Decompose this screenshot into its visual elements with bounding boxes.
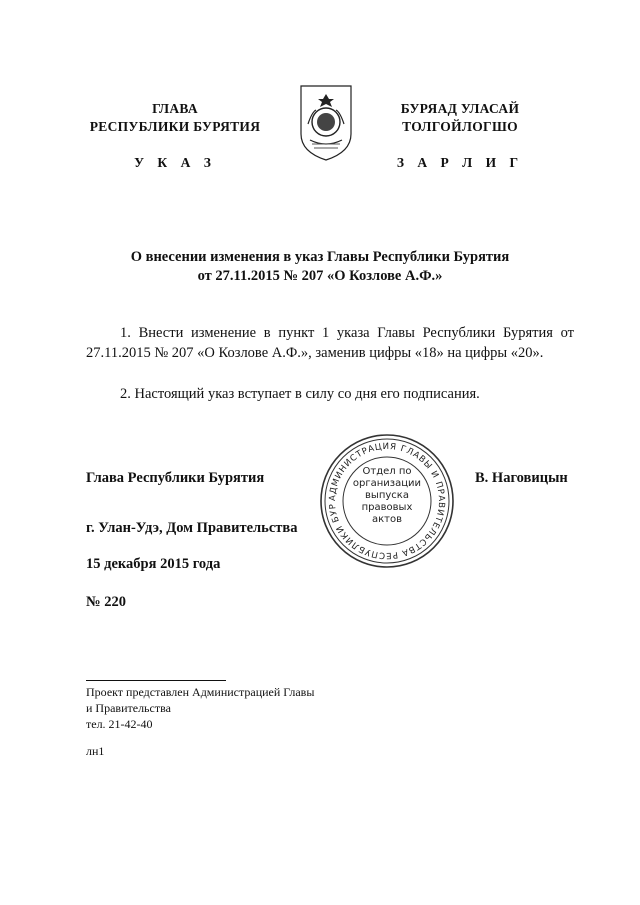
footnote-phone: тел. 21-42-40 (86, 717, 153, 731)
doc-type-right: З А Р Л И Г (396, 155, 524, 170)
paragraph-2: 2. Настоящий указ вступает в силу со дня его подписания. (120, 386, 480, 402)
stamp-line: Отдел по (362, 466, 412, 477)
stamp-line: правовых (361, 502, 413, 513)
signing-date: 15 декабря 2015 года (86, 556, 221, 572)
stamp-line: актов (371, 514, 402, 525)
header-right-subtitle: ТОЛГОЙЛОГШО (402, 119, 518, 134)
header-left-title: ГЛАВА (152, 101, 198, 116)
footnote (86, 684, 314, 732)
doc-type-left: У К А З (134, 155, 216, 170)
paragraph-1: 1. Внести изменение в пункт 1 указа Главы Республики Бурятия от 27.11.2015 № 207 «О Козлове А.Ф.», заменив цифры «18» на цифры «20». (86, 325, 574, 361)
document-title-line1: О внесении изменения в указ Главы Республики Бурятия (130, 249, 510, 265)
signing-place: г. Улан-Удэ, Дом Правительства (86, 520, 298, 536)
stamp-line: организации (352, 478, 422, 489)
stamp-center-text (342, 466, 432, 526)
official-stamp (318, 432, 456, 570)
header-left-subtitle: РЕСПУБЛИКИ БУРЯТИЯ (89, 119, 261, 134)
document-code: лн1 (86, 744, 105, 758)
footnote-line1: Проект представлен Администрацией Главы (86, 685, 315, 699)
document-title (80, 248, 560, 286)
document-title-line2: от 27.11.2015 № 207 «О Козлове А.Ф.» (197, 268, 443, 284)
stamp-line: выпуска (365, 490, 409, 501)
header-right-title: БУРЯАД УЛАСАЙ (400, 101, 520, 116)
coat-of-arms-emblem (298, 84, 354, 162)
footnote-line2: и Правительства (86, 701, 171, 715)
document-number: № 220 (86, 594, 126, 610)
footnote-divider (86, 680, 226, 681)
header-right (360, 100, 560, 136)
emblem-icon (298, 84, 354, 162)
signature-position: Глава Республики Бурятия (86, 470, 265, 486)
signature-name: В. Наговицын (475, 470, 568, 486)
header-left (80, 100, 270, 136)
stamp-ring-text: АДМИНИСТРАЦИЯ ГЛАВЫ И ПРАВИТЕЛЬСТВА РЕСПУБЛИКИ БУР (327, 441, 447, 561)
